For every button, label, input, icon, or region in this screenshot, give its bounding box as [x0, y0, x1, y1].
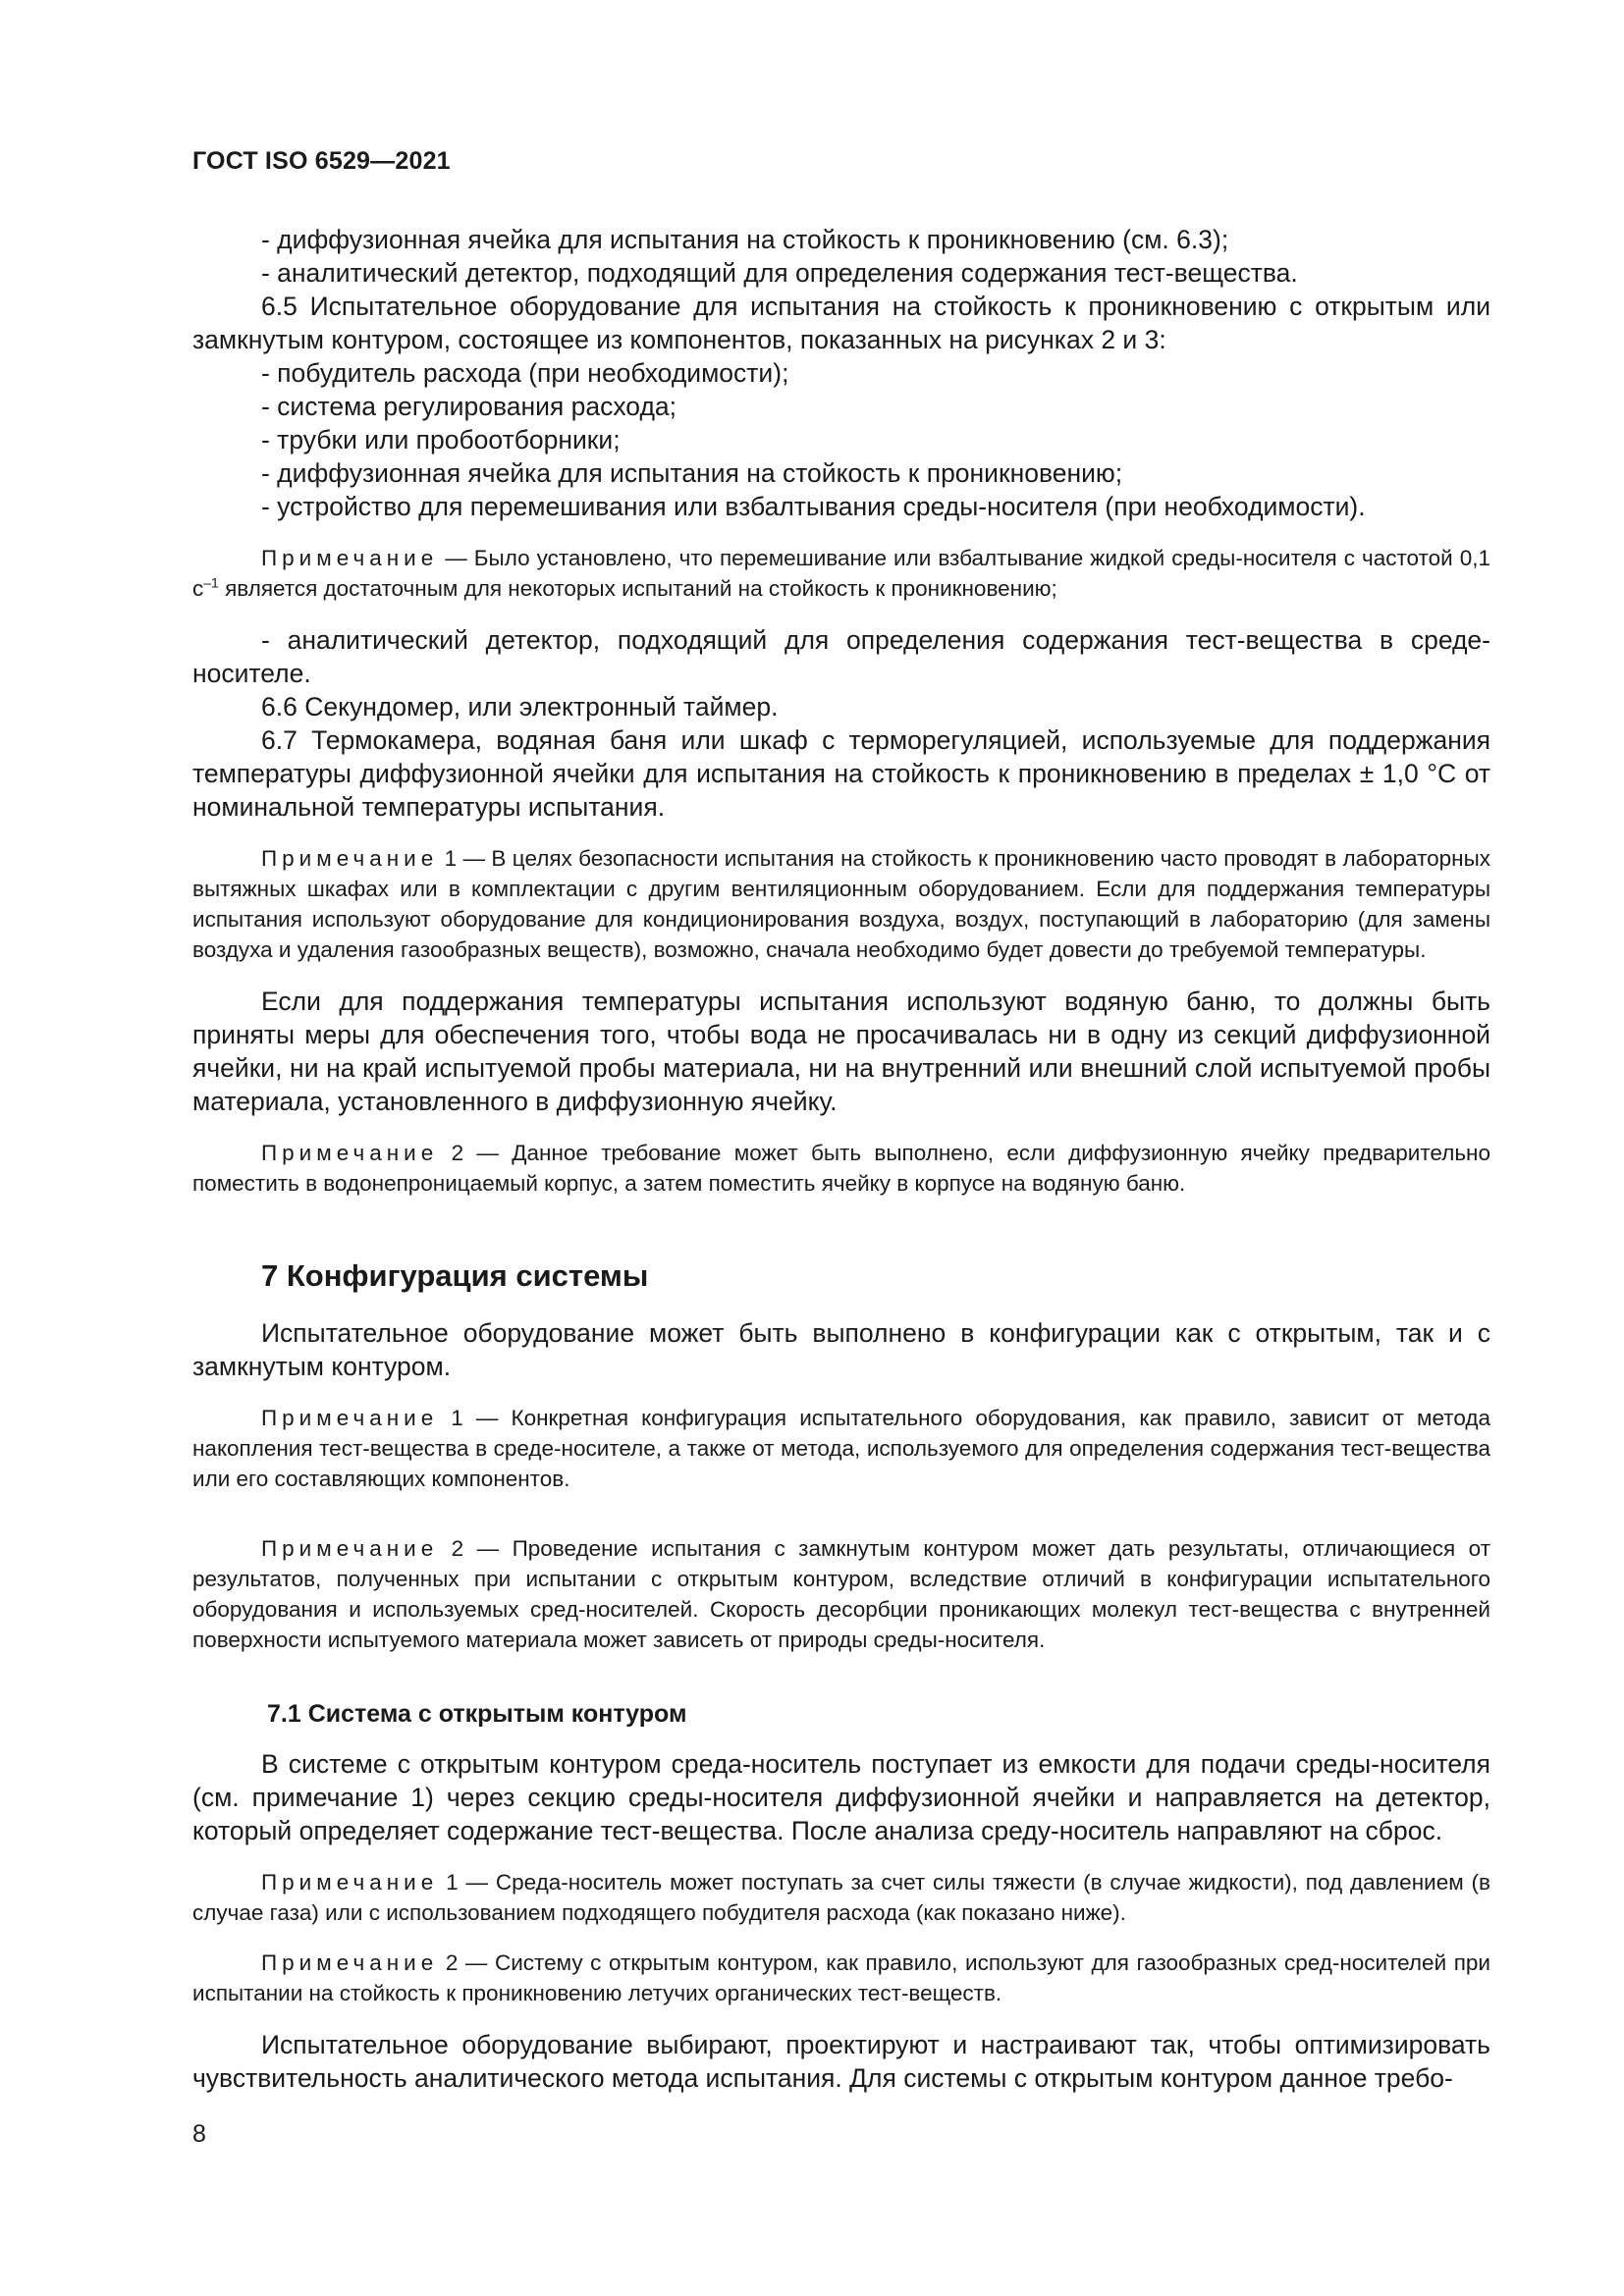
paragraph-equipment: Испытательное оборудование выбирают, проектируют и настраивают так, чтобы оптимизировать чувствительность аналитического метода испытания. Для системы с открытым контуром данное требо-	[192, 2030, 1490, 2093]
note-text: 2 — Проведение испытания с замкнутым контуром может дать результаты, отличающиеся от результатов, полученных при испытании с открытым контуром, вследствие отличий в конфигурации испытательного оборудования и используемых сред-носителей. Скорость десорбции проникающих молекул тест-вещества с внутренней поверхности испытуемого материала может зависеть от природы среды-носителя.	[192, 1536, 1490, 1652]
section-heading-7-1: 7.1 Система с открытым контуром	[267, 1700, 687, 1728]
note-label: Примечание	[261, 1141, 439, 1165]
note-text: 1 — В целях безопасности испытания на стойкость к проникновению часто проводят в лабораторных вытяжных шкафах или в комплектации с другим вентиляционным оборудованием. Если для поддержания температуры испытания используют оборудование для кондиционирования воздуха, воздух, поступающий в лабораторию (для замены воздуха и удаления газообразных веществ), возможно, сначала необходимо будет довести до требуемой температуры.	[192, 846, 1490, 962]
document-header: ГОСТ ISO 6529—2021	[192, 147, 451, 175]
document-page	[192, 147, 1490, 2095]
note-label: Примечание	[261, 1950, 439, 1975]
list-item: - аналитический детектор, подходящий для определения содержания тест-вещества в среде-носителе.	[192, 625, 1490, 688]
paragraph-6-7: 6.7 Термокамера, водяная баня или шкаф с терморегуляцией, используемые для поддержания температуры диффузионной ячейки для испытания на стойкость к проникновению в пределах ± 1,0 °С от номинальной температуры испытания.	[192, 725, 1490, 822]
list-item: - система регулирования расхода;	[261, 392, 677, 421]
note-superscript: –1	[203, 574, 219, 591]
note-label: Примечание	[261, 546, 439, 570]
note-text: 2 — Данное требование может быть выполнено, если диффузионную ячейку предварительно поместить в водонепроницаемый корпус, а затем поместить ячейку в корпусе на водяную баню.	[192, 1141, 1490, 1196]
note-closed-loop	[192, 1533, 1490, 1655]
note-carrier-flow	[192, 1867, 1490, 1928]
paragraph-7-1: В системе с открытым контуром среда-носитель поступает из емкости для подачи среды-носителя (см. примечание 1) через секцию среды-носителя диффузионной ячейки и направляется на детектор, который определяет содержание тест-вещества. После анализа среду-носитель направляют на сброс.	[192, 1749, 1490, 1845]
list-item: - устройство для перемешивания или взбалтывания среды-носителя (при необходимости).	[261, 492, 1366, 521]
note-text: 2 — Систему с открытым контуром, как правило, используют для газообразных сред-носителей при испытании на стойкость к проникновению летучих органических тест-веществ.	[192, 1950, 1490, 2005]
list-item: - трубки или пробоотборники;	[261, 425, 621, 454]
list-item: - диффузионная ячейка для испытания на стойкость к проникновению (см. 6.3);	[261, 225, 1229, 254]
list-item: - побудитель расхода (при необходимости);	[261, 358, 789, 388]
note-label: Примечание	[261, 846, 439, 871]
page-number: 8	[192, 2120, 206, 2148]
note-waterproof	[192, 1138, 1490, 1199]
note-label: Примечание	[261, 1406, 439, 1430]
paragraph-6-6: 6.6 Секундомер, или электронный таймер.	[261, 692, 779, 721]
note-open-loop-usage	[192, 1948, 1490, 2008]
section-heading-7: 7 Конфигурация системы	[261, 1258, 649, 1293]
paragraph-6-5: 6.5 Испытательное оборудование для испытания на стойкость к проникновению с открытым или замкнутым контуром, состоящее из компонентов, показанных на рисунках 2 и 3:	[192, 292, 1490, 354]
note-text: — Было установлено, что перемешивание или взбалтывание жидкой среды-носителя с частотой 0,1 с	[192, 546, 1490, 601]
note-label: Примечание	[261, 1870, 439, 1895]
note-label: Примечание	[261, 1536, 439, 1561]
note-safety	[192, 843, 1490, 965]
note-configuration	[192, 1403, 1490, 1494]
paragraph-7: Испытательное оборудование может быть выполнено в конфигурации как с открытым, так и с замкнутым контуром.	[192, 1318, 1490, 1381]
note-text: 1 — Среда-носитель может поступать за счет силы тяжести (в случае жидкости), под давлением (в случае газа) или с использованием подходящего побудителя расхода (как показано ниже).	[192, 1870, 1490, 1925]
note-stirring	[192, 543, 1490, 604]
list-item: - аналитический детектор, подходящий для определения содержания тест-вещества.	[261, 258, 1298, 288]
paragraph-water-bath: Если для поддержания температуры испытания используют водяную баню, то должны быть приняты меры для обеспечения того, чтобы вода не просачивалась ни в одну из секций диффузионной ячейки, ни на край испытуемой пробы материала, ни на внутренний или внешний слой испытуемой пробы материала, установленного в диффузионную ячейку.	[192, 987, 1490, 1116]
note-text: 1 — Конкретная конфигурация испытательного оборудования, как правило, зависит от метода накопления тест-вещества в среде-носителе, а также от метода, используемого для определения содержания тест-вещества или его составляющих компонентов.	[192, 1406, 1490, 1491]
note-text: является достаточным для некоторых испытаний на стойкость к проникновению;	[218, 576, 1057, 601]
list-item: - диффузионная ячейка для испытания на стойкость к проникновению;	[261, 458, 1123, 488]
